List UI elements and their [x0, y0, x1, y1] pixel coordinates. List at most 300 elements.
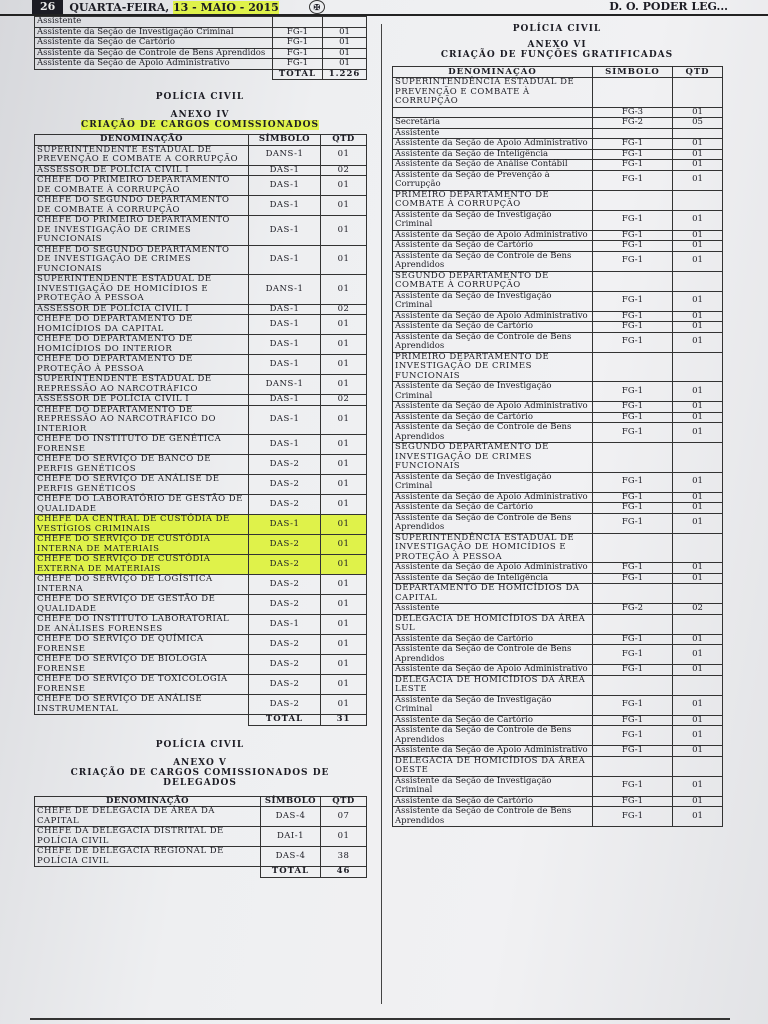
row-denominacao: CHEFE DO DEPARTAMENTO DE REPRESSÃO AO NARCOTRÁFICO DO INTERIOR	[35, 405, 249, 435]
row-denominacao: DELEGACIA DE HOMICÍDIOS DA ÁREA OESTE	[393, 756, 593, 776]
row-denominacao	[393, 107, 593, 118]
row-denominacao: Assistente	[393, 128, 593, 139]
table-row	[393, 382, 723, 402]
row-simbolo: FG-1	[593, 382, 673, 402]
table-row	[393, 715, 723, 726]
table-row	[393, 322, 723, 333]
row-simbolo: FG-1	[593, 563, 673, 574]
total-label: TOTAL	[273, 69, 323, 80]
total-spacer	[35, 715, 249, 726]
row-simbolo: FG-1	[593, 291, 673, 311]
row-simbolo: FG-1	[593, 776, 673, 796]
row-denominacao: CHEFE DA DELEGACIA DISTRITAL DE POLÍCIA CIVIL	[35, 827, 261, 847]
row-qtd: 01	[673, 807, 723, 827]
row-simbolo: DAS-1	[249, 435, 321, 455]
table-row	[35, 27, 367, 38]
row-denominacao: CHEFE DO LABORATÓRIO DE GESTÃO DE QUALIDADE	[35, 495, 249, 515]
table-row	[393, 584, 723, 604]
total-spacer	[35, 867, 261, 878]
annex-vi-table	[392, 66, 723, 827]
table-row	[35, 455, 367, 475]
total-label: TOTAL	[249, 715, 321, 726]
table-row	[35, 827, 367, 847]
row-denominacao: CHEFE DO INSTITUTO LABORATORIAL DE ANÁLISES FORENSES	[35, 615, 249, 635]
row-denominacao: Assistente da Seção de Investigação Criminal	[393, 472, 593, 492]
table-row	[393, 695, 723, 715]
row-qtd	[673, 271, 723, 291]
total-spacer	[35, 69, 273, 80]
table-row	[35, 59, 367, 70]
row-simbolo: DAS-2	[249, 575, 321, 595]
row-denominacao: Assistente da Seção de Controle de Bens Aprendidos	[393, 332, 593, 352]
row-denominacao: CHEFE DO DEPARTAMENTO DE HOMICÍDIOS DO INTERIOR	[35, 335, 249, 355]
row-denominacao: SUPERINTENDÊNCIA ESTADUAL DE INVESTIGAÇÃO DE HOMICÍDIOS E PROTEÇÃO À PESSOA	[393, 533, 593, 563]
row-denominacao: CHEFE DO SERVIÇO DE TOXICOLOGIA FORENSE	[35, 675, 249, 695]
row-qtd: 01	[673, 472, 723, 492]
row-qtd: 01	[673, 149, 723, 160]
row-simbolo: DANS-1	[249, 145, 321, 165]
table-row	[393, 118, 723, 129]
row-simbolo: FG-1	[593, 472, 673, 492]
row-qtd: 01	[673, 382, 723, 402]
row-qtd: 01	[321, 555, 367, 575]
table-row	[35, 615, 367, 635]
coat-of-arms-icon: ✠	[309, 0, 325, 14]
table-row	[393, 503, 723, 514]
row-denominacao: Assistente da Seção de Cartório	[393, 322, 593, 333]
row-simbolo: FG-1	[593, 139, 673, 150]
row-simbolo: DAS-2	[249, 535, 321, 555]
row-simbolo: FG-1	[273, 59, 323, 70]
table-row	[393, 423, 723, 443]
row-denominacao: Assistente da Seção de Apoio Administrativo	[393, 139, 593, 150]
table-row	[393, 645, 723, 665]
column-divider	[381, 24, 382, 1004]
row-denominacao: CHEFE DO DEPARTAMENTO DE PROTEÇÃO À PESSOA	[35, 355, 249, 375]
row-qtd: 38	[321, 847, 367, 867]
row-qtd: 01	[673, 796, 723, 807]
row-qtd: 01	[321, 275, 367, 305]
row-simbolo: DAS-2	[249, 455, 321, 475]
table-row	[35, 304, 367, 315]
table-row	[35, 176, 367, 196]
table-row	[35, 535, 367, 555]
row-qtd: 01	[321, 655, 367, 675]
row-simbolo: FG-1	[593, 492, 673, 503]
top-table	[34, 16, 367, 80]
row-qtd: 01	[321, 145, 367, 165]
table-row	[35, 165, 367, 176]
row-denominacao: ASSESSOR DE POLÍCIA CIVIL I	[35, 395, 249, 406]
row-qtd: 01	[321, 216, 367, 246]
table-row	[35, 635, 367, 655]
table-row	[393, 563, 723, 574]
row-denominacao: Assistente da Seção de Inteligência	[393, 149, 593, 160]
header-simbolo: SÍMBOLO	[261, 796, 321, 807]
table-row	[35, 395, 367, 406]
table-row	[393, 311, 723, 322]
row-qtd: 01	[673, 160, 723, 171]
row-simbolo: DAS-2	[249, 695, 321, 715]
row-simbolo: FG-1	[593, 251, 673, 271]
table-row	[35, 515, 367, 535]
row-denominacao: CHEFE DO DEPARTAMENTO DE HOMICÍDIOS DA CAPITAL	[35, 315, 249, 335]
header-qtd: QTD	[321, 135, 367, 146]
row-simbolo: DAS-1	[249, 196, 321, 216]
row-denominacao: Assistente da Seção de Apoio Administrativo	[393, 665, 593, 676]
row-simbolo: FG-1	[593, 170, 673, 190]
table-row	[393, 107, 723, 118]
row-simbolo: FG-1	[593, 634, 673, 645]
row-denominacao: Assistente da Seção de Prevenção à Corrupção	[393, 170, 593, 190]
row-simbolo: DAS-1	[249, 405, 321, 435]
row-qtd	[673, 443, 723, 473]
row-simbolo: FG-1	[593, 149, 673, 160]
row-denominacao: Assistente da Seção de Apoio Administrativo	[393, 563, 593, 574]
row-denominacao: Secretária	[393, 118, 593, 129]
row-denominacao: Assistente da Seção de Controle de Bens Aprendidos	[393, 423, 593, 443]
row-denominacao: Assistente da Seção de Controle de Bens Aprendidos	[393, 726, 593, 746]
row-qtd: 01	[321, 515, 367, 535]
row-denominacao: CHEFE DO INSTITUTO DE GENÉTICA FORENSE	[35, 435, 249, 455]
row-qtd: 01	[673, 563, 723, 574]
row-simbolo: FG-1	[593, 503, 673, 514]
table-row	[393, 78, 723, 108]
annex-vi-org: POLÍCIA CIVIL	[512, 24, 602, 34]
table-row	[393, 614, 723, 634]
row-qtd: 01	[321, 827, 367, 847]
annex-v-title: CRIAÇÃO DE CARGOS COMISSIONADOS DE DELEGADOS	[70, 767, 330, 788]
left-column	[34, 16, 366, 878]
row-qtd: 01	[673, 492, 723, 503]
row-qtd: 01	[321, 535, 367, 555]
row-qtd: 01	[321, 615, 367, 635]
table-row	[35, 807, 367, 827]
row-simbolo: FG-1	[593, 402, 673, 413]
row-denominacao: CHEFE DO SERVIÇO DE BANCO DE PERFIS GENÉTICOS	[35, 455, 249, 475]
table-row	[35, 355, 367, 375]
row-qtd: 01	[321, 315, 367, 335]
table-row	[393, 352, 723, 382]
table-row	[35, 575, 367, 595]
table-row	[393, 149, 723, 160]
table-row	[393, 665, 723, 676]
row-qtd	[673, 533, 723, 563]
row-simbolo: DAS-2	[249, 495, 321, 515]
header-qtd: QTD	[321, 796, 367, 807]
row-qtd	[673, 614, 723, 634]
row-denominacao: Assistente da Seção de Apoio Administrativo	[393, 746, 593, 757]
row-denominacao: Assistente da Seção de Cartório	[393, 412, 593, 423]
row-qtd: 01	[673, 634, 723, 645]
row-qtd: 01	[673, 513, 723, 533]
table-row	[393, 573, 723, 584]
row-qtd	[673, 128, 723, 139]
row-qtd: 01	[323, 48, 367, 59]
header-simbolo: SÍMBOLO	[593, 67, 673, 78]
table-row	[393, 604, 723, 615]
row-denominacao: CHEFE DO SERVIÇO DE ANÁLISE INSTRUMENTAL	[35, 695, 249, 715]
row-simbolo	[593, 190, 673, 210]
table-row	[35, 695, 367, 715]
annex-iv-table	[34, 134, 367, 726]
row-qtd: 01	[673, 170, 723, 190]
row-denominacao: CHEFE DE DELEGACIA REGIONAL DE POLÍCIA CIVIL	[35, 847, 261, 867]
row-qtd: 01	[323, 27, 367, 38]
row-qtd: 01	[673, 311, 723, 322]
annex-v-org: POLÍCIA CIVIL	[155, 739, 245, 750]
row-simbolo: DANS-1	[249, 275, 321, 305]
row-simbolo	[593, 614, 673, 634]
row-denominacao: CHEFE DO SERVIÇO DE GESTÃO DE QUALIDADE	[35, 595, 249, 615]
row-qtd: 01	[673, 665, 723, 676]
row-denominacao: Assistente da Seção de Apoio Administrativo	[393, 492, 593, 503]
row-qtd: 01	[321, 455, 367, 475]
row-denominacao: Assistente da Seção de Cartório	[393, 241, 593, 252]
annex-iv-org: POLÍCIA CIVIL	[155, 92, 245, 102]
annex-v-table	[34, 796, 367, 878]
bottom-rule	[30, 1018, 730, 1020]
row-denominacao: Assistente da Seção de Controle de Bens Aprendidos	[393, 251, 593, 271]
table-row	[35, 847, 367, 867]
row-simbolo	[593, 533, 673, 563]
row-simbolo: DAS-1	[249, 395, 321, 406]
row-simbolo	[593, 584, 673, 604]
row-denominacao: ASSESSOR DE POLÍCIA CIVIL I	[35, 304, 249, 315]
row-simbolo: FG-1	[593, 322, 673, 333]
table-row	[393, 796, 723, 807]
row-denominacao: Assistente da Seção de Cartório	[393, 796, 593, 807]
row-denominacao: CHEFE DA CENTRAL DE CUSTÓDIA DE VESTÍGIOS CRIMINAIS	[35, 515, 249, 535]
header-denominacao: DENOMINAÇÃO	[35, 135, 249, 146]
row-qtd: 01	[321, 495, 367, 515]
row-simbolo: DANS-1	[249, 375, 321, 395]
row-qtd: 01	[673, 332, 723, 352]
row-denominacao: Assistente da Seção de Cartório	[393, 503, 593, 514]
table-row	[393, 513, 723, 533]
table-row	[393, 472, 723, 492]
row-qtd: 01	[673, 695, 723, 715]
table-row	[35, 335, 367, 355]
row-denominacao: CHEFE DO SERVIÇO DE BIOLOGIA FORENSE	[35, 655, 249, 675]
row-denominacao: Assistente da Seção de Investigação Criminal	[393, 210, 593, 230]
row-qtd: 01	[673, 402, 723, 413]
table-row	[35, 555, 367, 575]
row-qtd: 01	[321, 245, 367, 275]
annex-iv-title: CRIAÇÃO DE CARGOS COMISSIONADOS	[81, 120, 319, 130]
table-row	[35, 435, 367, 455]
row-denominacao: DEPARTAMENTO DE HOMICÍDIOS DA CAPITAL	[393, 584, 593, 604]
row-simbolo: FG-1	[593, 746, 673, 757]
table-row	[35, 196, 367, 216]
row-simbolo: DAS-2	[249, 555, 321, 575]
row-qtd: 01	[321, 475, 367, 495]
row-simbolo: DAS-2	[249, 675, 321, 695]
row-denominacao: PRIMEIRO DEPARTAMENTO DE INVESTIGAÇÃO DE CRIMES FUNCIONAIS	[393, 352, 593, 382]
row-qtd	[673, 756, 723, 776]
row-qtd: 01	[321, 405, 367, 435]
row-simbolo: FG-1	[593, 715, 673, 726]
total-value: 46	[321, 867, 367, 878]
row-denominacao: PRIMEIRO DEPARTAMENTO DE COMBATE À CORRUPÇÃO	[393, 190, 593, 210]
row-simbolo: FG-1	[273, 27, 323, 38]
row-qtd: 01	[673, 291, 723, 311]
row-denominacao: CHEFE DO SERVIÇO DE ANÁLISE DE PERFIS GENÉTICOS	[35, 475, 249, 495]
row-qtd: 02	[321, 395, 367, 406]
table-row	[393, 128, 723, 139]
row-denominacao: Assistente da Seção de Investigação Criminal	[393, 291, 593, 311]
row-denominacao: DELEGACIA DE HOMICÍDIOS DA ÁREA SUL	[393, 614, 593, 634]
table-row	[393, 170, 723, 190]
row-simbolo	[593, 78, 673, 108]
row-simbolo: DAS-1	[249, 335, 321, 355]
row-denominacao: CHEFE DO SERVIÇO DE CUSTÓDIA EXTERNA DE MATERIAIS	[35, 555, 249, 575]
table-row	[393, 746, 723, 757]
row-qtd	[673, 190, 723, 210]
row-qtd: 01	[673, 139, 723, 150]
row-qtd	[673, 584, 723, 604]
table-row	[393, 332, 723, 352]
row-simbolo: DAS-1	[249, 315, 321, 335]
row-simbolo	[593, 443, 673, 473]
row-denominacao: Assistente da Seção de Apoio Administrativo	[393, 311, 593, 322]
row-simbolo: DAS-4	[261, 807, 321, 827]
row-simbolo: FG-1	[593, 807, 673, 827]
row-qtd: 01	[673, 107, 723, 118]
table-row	[35, 315, 367, 335]
row-denominacao: CHEFE DO PRIMEIRO DEPARTAMENTO DE COMBATE À CORRUPÇÃO	[35, 176, 249, 196]
issue-date	[69, 1, 279, 14]
row-qtd: 01	[673, 715, 723, 726]
date-prefix: QUARTA-FEIRA,	[69, 0, 173, 14]
row-simbolo: FG-1	[273, 48, 323, 59]
row-qtd: 01	[673, 573, 723, 584]
row-denominacao: Assistente	[35, 17, 273, 28]
header-qtd: QTD	[673, 67, 723, 78]
row-qtd: 01	[673, 746, 723, 757]
row-simbolo: DAS-4	[261, 847, 321, 867]
row-qtd: 01	[673, 230, 723, 241]
row-simbolo: FG-1	[593, 726, 673, 746]
row-simbolo	[593, 352, 673, 382]
row-simbolo	[593, 271, 673, 291]
table-row	[393, 776, 723, 796]
annex-v-label: ANEXO V	[173, 757, 227, 768]
annex-vi-label: ANEXO VI	[527, 40, 587, 50]
header-denominacao: DENOMINAÇÃO	[393, 67, 593, 78]
row-denominacao: Assistente da Seção de Controle de Bens Aprendidos	[393, 807, 593, 827]
row-denominacao: CHEFE DO SERVIÇO DE CUSTÓDIA INTERNA DE MATERIAIS	[35, 535, 249, 555]
row-denominacao: CHEFE DO SEGUNDO DEPARTAMENTO DE INVESTIGAÇÃO DE CRIMES FUNCIONAIS	[35, 245, 249, 275]
annex-iv-label: ANEXO IV	[170, 110, 230, 120]
table-row	[35, 245, 367, 275]
row-denominacao: CHEFE DO SEGUNDO DEPARTAMENTO DE COMBATE À CORRUPÇÃO	[35, 196, 249, 216]
row-simbolo: FG-3	[593, 107, 673, 118]
row-simbolo: DAI-1	[261, 827, 321, 847]
page-number: 26	[32, 0, 63, 14]
table-row	[35, 495, 367, 515]
header-denominacao: DENOMINAÇÃO	[35, 796, 261, 807]
row-qtd: 02	[321, 165, 367, 176]
row-denominacao: SUPERINTENDENTE ESTADUAL DE PREVENÇÃO E COMBATE A CORRUPÇÃO	[35, 145, 249, 165]
row-denominacao: Assistente da Seção de Apoio Administrativo	[393, 230, 593, 241]
table-row	[393, 241, 723, 252]
row-qtd: 01	[673, 776, 723, 796]
row-simbolo: FG-1	[593, 230, 673, 241]
row-simbolo: DAS-1	[249, 216, 321, 246]
row-qtd: 01	[673, 423, 723, 443]
row-simbolo: FG-2	[593, 118, 673, 129]
row-qtd: 01	[673, 251, 723, 271]
row-qtd: 01	[321, 196, 367, 216]
row-qtd: 07	[321, 807, 367, 827]
row-simbolo: FG-1	[593, 241, 673, 252]
row-simbolo: DAS-2	[249, 475, 321, 495]
table-row	[393, 271, 723, 291]
row-simbolo: DAS-1	[249, 355, 321, 375]
row-qtd: 01	[321, 635, 367, 655]
row-simbolo: FG-1	[273, 38, 323, 49]
table-row	[35, 145, 367, 165]
table-row	[35, 275, 367, 305]
row-qtd: 01	[323, 59, 367, 70]
row-simbolo: DAS-1	[249, 304, 321, 315]
row-qtd: 01	[673, 241, 723, 252]
row-simbolo: FG-1	[593, 210, 673, 230]
row-qtd: 01	[321, 435, 367, 455]
row-simbolo: DAS-1	[249, 515, 321, 535]
table-row	[35, 48, 367, 59]
table-row	[393, 807, 723, 827]
table-row	[393, 160, 723, 171]
row-qtd	[673, 78, 723, 108]
row-denominacao: Assistente da Seção de Investigação Criminal	[393, 776, 593, 796]
row-qtd: 01	[673, 726, 723, 746]
row-qtd	[673, 675, 723, 695]
row-simbolo	[593, 756, 673, 776]
row-qtd: 02	[673, 604, 723, 615]
table-row	[393, 190, 723, 210]
row-simbolo: FG-1	[593, 311, 673, 322]
row-simbolo: FG-2	[593, 604, 673, 615]
row-denominacao: Assistente da Seção de Controle de Bens Aprendidos	[393, 645, 593, 665]
row-denominacao: SUPERINTENDENTE ESTADUAL DE INVESTIGAÇÃO DE HOMICÍDIOS E PROTEÇÃO À PESSOA	[35, 275, 249, 305]
row-denominacao: Assistente da Seção de Controle de Bens Aprendidos	[393, 513, 593, 533]
row-simbolo: DAS-1	[249, 245, 321, 275]
row-qtd: 01	[321, 335, 367, 355]
table-row	[393, 726, 723, 746]
annex-iv-title-wrap	[34, 120, 366, 130]
row-denominacao: Assistente da Seção de Cartório	[393, 634, 593, 645]
table-row	[393, 634, 723, 645]
total-label: TOTAL	[261, 867, 321, 878]
row-simbolo: FG-1	[593, 423, 673, 443]
total-value: 31	[321, 715, 367, 726]
row-simbolo: DAS-1	[249, 165, 321, 176]
row-denominacao: Assistente da Seção de Controle de Bens Aprendidos	[35, 48, 273, 59]
row-simbolo	[593, 675, 673, 695]
row-simbolo: DAS-1	[249, 615, 321, 635]
row-qtd: 01	[321, 595, 367, 615]
table-row	[35, 655, 367, 675]
row-denominacao: Assistente da Seção de Apoio Administrativo	[35, 59, 273, 70]
row-simbolo: DAS-2	[249, 655, 321, 675]
row-denominacao: Assistente	[393, 604, 593, 615]
row-qtd: 01	[673, 322, 723, 333]
row-denominacao: Assistente da Seção de Investigação Criminal	[393, 695, 593, 715]
table-row	[393, 291, 723, 311]
row-denominacao: Assistente da Seção de Investigação Criminal	[35, 27, 273, 38]
